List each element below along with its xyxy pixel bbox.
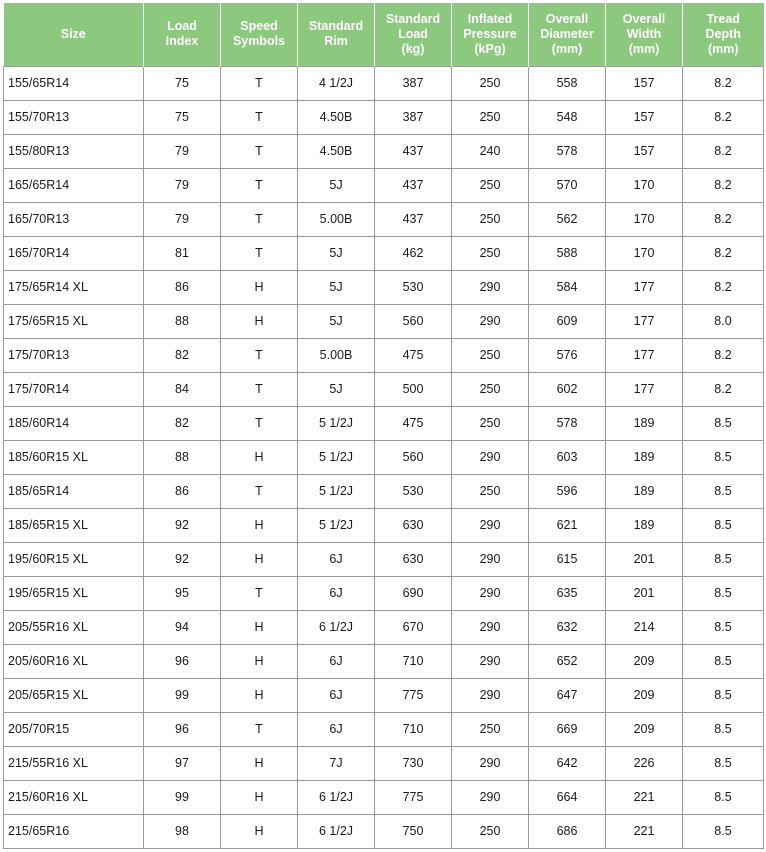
cell-speed-symbol: H <box>221 780 298 814</box>
cell-overall-width: 177 <box>606 304 683 338</box>
cell-standard-rim: 5J <box>298 304 375 338</box>
cell-inflated-pressure: 290 <box>452 304 529 338</box>
cell-standard-rim: 5.00B <box>298 338 375 372</box>
cell-size: 185/60R14 <box>4 406 144 440</box>
cell-standard-rim: 5J <box>298 168 375 202</box>
cell-load-index: 79 <box>144 202 221 236</box>
table-row <box>4 236 764 270</box>
cell-load-index: 86 <box>144 474 221 508</box>
cell-overall-width: 189 <box>606 508 683 542</box>
cell-standard-load: 387 <box>375 66 452 100</box>
table-row <box>4 678 764 712</box>
cell-standard-load: 690 <box>375 576 452 610</box>
table-header <box>4 3 764 66</box>
cell-overall-width: 201 <box>606 542 683 576</box>
cell-tread-depth: 8.5 <box>683 576 764 610</box>
cell-standard-rim: 6 1/2J <box>298 780 375 814</box>
table-row <box>4 202 764 236</box>
cell-standard-rim: 4 1/2J <box>298 66 375 100</box>
cell-standard-load: 670 <box>375 610 452 644</box>
cell-inflated-pressure: 240 <box>452 134 529 168</box>
cell-inflated-pressure: 250 <box>452 712 529 746</box>
cell-overall-diameter: 609 <box>529 304 606 338</box>
cell-load-index: 98 <box>144 814 221 848</box>
cell-tread-depth: 8.5 <box>683 780 764 814</box>
cell-overall-width: 170 <box>606 236 683 270</box>
cell-inflated-pressure: 250 <box>452 168 529 202</box>
cell-inflated-pressure: 250 <box>452 202 529 236</box>
cell-inflated-pressure: 250 <box>452 474 529 508</box>
cell-inflated-pressure: 290 <box>452 576 529 610</box>
cell-speed-symbol: H <box>221 746 298 780</box>
cell-speed-symbol: T <box>221 134 298 168</box>
cell-overall-width: 221 <box>606 780 683 814</box>
table-row <box>4 440 764 474</box>
cell-size: 195/65R15 XL <box>4 576 144 610</box>
cell-standard-load: 710 <box>375 712 452 746</box>
cell-load-index: 99 <box>144 780 221 814</box>
cell-inflated-pressure: 250 <box>452 372 529 406</box>
cell-overall-width: 177 <box>606 372 683 406</box>
cell-tread-depth: 8.2 <box>683 66 764 100</box>
cell-overall-width: 170 <box>606 202 683 236</box>
header-inflated-pressure: Inflated Pressure (kPg) <box>452 3 529 66</box>
cell-size: 205/55R16 XL <box>4 610 144 644</box>
cell-overall-width: 221 <box>606 814 683 848</box>
cell-standard-rim: 6J <box>298 644 375 678</box>
cell-speed-symbol: T <box>221 100 298 134</box>
cell-inflated-pressure: 290 <box>452 678 529 712</box>
cell-standard-load: 437 <box>375 168 452 202</box>
cell-overall-width: 201 <box>606 576 683 610</box>
cell-tread-depth: 8.2 <box>683 168 764 202</box>
cell-size: 165/70R13 <box>4 202 144 236</box>
cell-standard-rim: 5J <box>298 372 375 406</box>
header-tread-depth: Tread Depth (mm) <box>683 3 764 66</box>
header-load-index: Load Index <box>144 3 221 66</box>
cell-standard-rim: 5 1/2J <box>298 474 375 508</box>
cell-overall-width: 214 <box>606 610 683 644</box>
cell-size: 215/65R16 <box>4 814 144 848</box>
cell-tread-depth: 8.5 <box>683 440 764 474</box>
cell-load-index: 79 <box>144 134 221 168</box>
cell-overall-width: 209 <box>606 678 683 712</box>
cell-speed-symbol: H <box>221 610 298 644</box>
cell-size: 175/70R14 <box>4 372 144 406</box>
cell-load-index: 92 <box>144 542 221 576</box>
cell-standard-load: 750 <box>375 814 452 848</box>
table-row <box>4 270 764 304</box>
cell-inflated-pressure: 290 <box>452 644 529 678</box>
cell-overall-diameter: 548 <box>529 100 606 134</box>
cell-standard-rim: 5J <box>298 236 375 270</box>
cell-overall-diameter: 570 <box>529 168 606 202</box>
cell-size: 185/65R14 <box>4 474 144 508</box>
cell-size: 155/70R13 <box>4 100 144 134</box>
cell-overall-diameter: 652 <box>529 644 606 678</box>
cell-speed-symbol: H <box>221 678 298 712</box>
cell-overall-width: 157 <box>606 100 683 134</box>
cell-overall-diameter: 632 <box>529 610 606 644</box>
cell-tread-depth: 8.2 <box>683 270 764 304</box>
cell-size: 175/65R14 XL <box>4 270 144 304</box>
cell-standard-rim: 6J <box>298 542 375 576</box>
cell-tread-depth: 8.5 <box>683 542 764 576</box>
cell-overall-diameter: 621 <box>529 508 606 542</box>
cell-size: 175/65R15 XL <box>4 304 144 338</box>
cell-speed-symbol: T <box>221 168 298 202</box>
cell-overall-width: 170 <box>606 168 683 202</box>
table-row <box>4 168 764 202</box>
cell-standard-rim: 5 1/2J <box>298 406 375 440</box>
cell-load-index: 96 <box>144 644 221 678</box>
cell-tread-depth: 8.5 <box>683 474 764 508</box>
cell-load-index: 92 <box>144 508 221 542</box>
cell-overall-diameter: 603 <box>529 440 606 474</box>
cell-overall-width: 177 <box>606 338 683 372</box>
cell-standard-load: 630 <box>375 542 452 576</box>
cell-load-index: 96 <box>144 712 221 746</box>
header-speed-symbols: Speed Symbols <box>221 3 298 66</box>
cell-standard-load: 500 <box>375 372 452 406</box>
cell-load-index: 86 <box>144 270 221 304</box>
header-standard-load: Standard Load (kg) <box>375 3 452 66</box>
cell-standard-load: 560 <box>375 440 452 474</box>
table-row <box>4 508 764 542</box>
cell-standard-load: 730 <box>375 746 452 780</box>
cell-overall-diameter: 596 <box>529 474 606 508</box>
cell-load-index: 75 <box>144 66 221 100</box>
cell-inflated-pressure: 250 <box>452 338 529 372</box>
cell-overall-diameter: 642 <box>529 746 606 780</box>
cell-overall-diameter: 686 <box>529 814 606 848</box>
cell-size: 165/65R14 <box>4 168 144 202</box>
table-row <box>4 66 764 100</box>
cell-inflated-pressure: 250 <box>452 406 529 440</box>
cell-standard-load: 475 <box>375 406 452 440</box>
cell-size: 195/60R15 XL <box>4 542 144 576</box>
cell-standard-rim: 4.50B <box>298 134 375 168</box>
cell-inflated-pressure: 290 <box>452 440 529 474</box>
cell-standard-load: 775 <box>375 780 452 814</box>
cell-overall-diameter: 647 <box>529 678 606 712</box>
cell-inflated-pressure: 290 <box>452 610 529 644</box>
cell-standard-load: 437 <box>375 202 452 236</box>
cell-overall-diameter: 558 <box>529 66 606 100</box>
cell-load-index: 81 <box>144 236 221 270</box>
cell-inflated-pressure: 250 <box>452 814 529 848</box>
cell-standard-load: 530 <box>375 474 452 508</box>
cell-inflated-pressure: 250 <box>452 236 529 270</box>
cell-load-index: 84 <box>144 372 221 406</box>
cell-inflated-pressure: 290 <box>452 780 529 814</box>
table-row <box>4 746 764 780</box>
cell-standard-rim: 5 1/2J <box>298 508 375 542</box>
cell-standard-rim: 4.50B <box>298 100 375 134</box>
cell-tread-depth: 8.5 <box>683 746 764 780</box>
cell-standard-rim: 6J <box>298 576 375 610</box>
cell-standard-rim: 6 1/2J <box>298 814 375 848</box>
cell-standard-rim: 7J <box>298 746 375 780</box>
cell-tread-depth: 8.5 <box>683 678 764 712</box>
cell-overall-diameter: 664 <box>529 780 606 814</box>
cell-speed-symbol: T <box>221 202 298 236</box>
table-row <box>4 304 764 338</box>
cell-load-index: 97 <box>144 746 221 780</box>
cell-size: 205/70R15 <box>4 712 144 746</box>
cell-standard-load: 560 <box>375 304 452 338</box>
table-row <box>4 100 764 134</box>
cell-load-index: 75 <box>144 100 221 134</box>
table-body <box>4 66 764 848</box>
cell-load-index: 88 <box>144 304 221 338</box>
cell-load-index: 88 <box>144 440 221 474</box>
cell-speed-symbol: T <box>221 372 298 406</box>
cell-speed-symbol: T <box>221 236 298 270</box>
cell-overall-width: 189 <box>606 440 683 474</box>
cell-standard-rim: 6 1/2J <box>298 610 375 644</box>
cell-tread-depth: 8.0 <box>683 304 764 338</box>
cell-standard-load: 437 <box>375 134 452 168</box>
cell-size: 205/60R16 XL <box>4 644 144 678</box>
cell-speed-symbol: H <box>221 304 298 338</box>
cell-standard-rim: 6J <box>298 678 375 712</box>
table-row <box>4 644 764 678</box>
cell-speed-symbol: T <box>221 576 298 610</box>
cell-inflated-pressure: 290 <box>452 542 529 576</box>
cell-size: 185/60R15 XL <box>4 440 144 474</box>
cell-load-index: 99 <box>144 678 221 712</box>
header-row <box>4 3 764 66</box>
cell-speed-symbol: T <box>221 66 298 100</box>
table-row <box>4 338 764 372</box>
cell-overall-width: 209 <box>606 712 683 746</box>
table-row <box>4 610 764 644</box>
cell-standard-rim: 5 1/2J <box>298 440 375 474</box>
table-row <box>4 780 764 814</box>
cell-inflated-pressure: 290 <box>452 508 529 542</box>
cell-standard-load: 475 <box>375 338 452 372</box>
cell-overall-diameter: 669 <box>529 712 606 746</box>
cell-standard-rim: 6J <box>298 712 375 746</box>
cell-inflated-pressure: 250 <box>452 100 529 134</box>
cell-load-index: 94 <box>144 610 221 644</box>
cell-overall-width: 157 <box>606 66 683 100</box>
cell-overall-diameter: 578 <box>529 134 606 168</box>
cell-speed-symbol: T <box>221 338 298 372</box>
cell-tread-depth: 8.5 <box>683 406 764 440</box>
cell-tread-depth: 8.2 <box>683 338 764 372</box>
cell-speed-symbol: H <box>221 508 298 542</box>
cell-size: 185/65R15 XL <box>4 508 144 542</box>
cell-overall-diameter: 578 <box>529 406 606 440</box>
cell-speed-symbol: H <box>221 542 298 576</box>
cell-standard-load: 630 <box>375 508 452 542</box>
cell-overall-diameter: 588 <box>529 236 606 270</box>
cell-tread-depth: 8.5 <box>683 712 764 746</box>
cell-size: 155/80R13 <box>4 134 144 168</box>
header-overall-diameter: Overall Diameter (mm) <box>529 3 606 66</box>
header-overall-width: Overall Width (mm) <box>606 3 683 66</box>
table-row <box>4 576 764 610</box>
cell-overall-diameter: 635 <box>529 576 606 610</box>
cell-load-index: 79 <box>144 168 221 202</box>
cell-speed-symbol: H <box>221 440 298 474</box>
table-row <box>4 542 764 576</box>
cell-size: 155/65R14 <box>4 66 144 100</box>
table-row <box>4 406 764 440</box>
cell-overall-diameter: 584 <box>529 270 606 304</box>
cell-tread-depth: 8.2 <box>683 202 764 236</box>
cell-tread-depth: 8.5 <box>683 814 764 848</box>
cell-size: 165/70R14 <box>4 236 144 270</box>
cell-speed-symbol: H <box>221 270 298 304</box>
cell-overall-diameter: 615 <box>529 542 606 576</box>
cell-overall-width: 177 <box>606 270 683 304</box>
cell-overall-width: 209 <box>606 644 683 678</box>
cell-tread-depth: 8.5 <box>683 644 764 678</box>
header-standard-rim: Standard Rim <box>298 3 375 66</box>
cell-standard-load: 530 <box>375 270 452 304</box>
table-row <box>4 134 764 168</box>
cell-speed-symbol: T <box>221 406 298 440</box>
cell-standard-load: 775 <box>375 678 452 712</box>
cell-tread-depth: 8.2 <box>683 372 764 406</box>
cell-standard-rim: 5.00B <box>298 202 375 236</box>
cell-overall-width: 189 <box>606 474 683 508</box>
cell-size: 215/60R16 XL <box>4 780 144 814</box>
header-size: Size <box>4 3 144 66</box>
cell-tread-depth: 8.5 <box>683 508 764 542</box>
cell-overall-width: 189 <box>606 406 683 440</box>
table-row <box>4 474 764 508</box>
cell-overall-diameter: 602 <box>529 372 606 406</box>
cell-tread-depth: 8.2 <box>683 236 764 270</box>
cell-inflated-pressure: 290 <box>452 746 529 780</box>
cell-overall-width: 226 <box>606 746 683 780</box>
table-row <box>4 712 764 746</box>
cell-size: 175/70R13 <box>4 338 144 372</box>
cell-size: 205/65R15 XL <box>4 678 144 712</box>
cell-tread-depth: 8.2 <box>683 134 764 168</box>
cell-overall-diameter: 562 <box>529 202 606 236</box>
cell-load-index: 82 <box>144 338 221 372</box>
cell-size: 215/55R16 XL <box>4 746 144 780</box>
cell-load-index: 82 <box>144 406 221 440</box>
cell-standard-load: 710 <box>375 644 452 678</box>
cell-inflated-pressure: 250 <box>452 66 529 100</box>
tire-spec-table <box>3 3 764 849</box>
cell-speed-symbol: H <box>221 644 298 678</box>
cell-tread-depth: 8.2 <box>683 100 764 134</box>
cell-standard-rim: 5J <box>298 270 375 304</box>
cell-overall-width: 157 <box>606 134 683 168</box>
cell-load-index: 95 <box>144 576 221 610</box>
cell-speed-symbol: T <box>221 474 298 508</box>
cell-standard-load: 462 <box>375 236 452 270</box>
table-row <box>4 814 764 848</box>
cell-standard-load: 387 <box>375 100 452 134</box>
cell-overall-diameter: 576 <box>529 338 606 372</box>
cell-inflated-pressure: 290 <box>452 270 529 304</box>
cell-tread-depth: 8.5 <box>683 610 764 644</box>
cell-speed-symbol: T <box>221 712 298 746</box>
table-row <box>4 372 764 406</box>
cell-speed-symbol: H <box>221 814 298 848</box>
